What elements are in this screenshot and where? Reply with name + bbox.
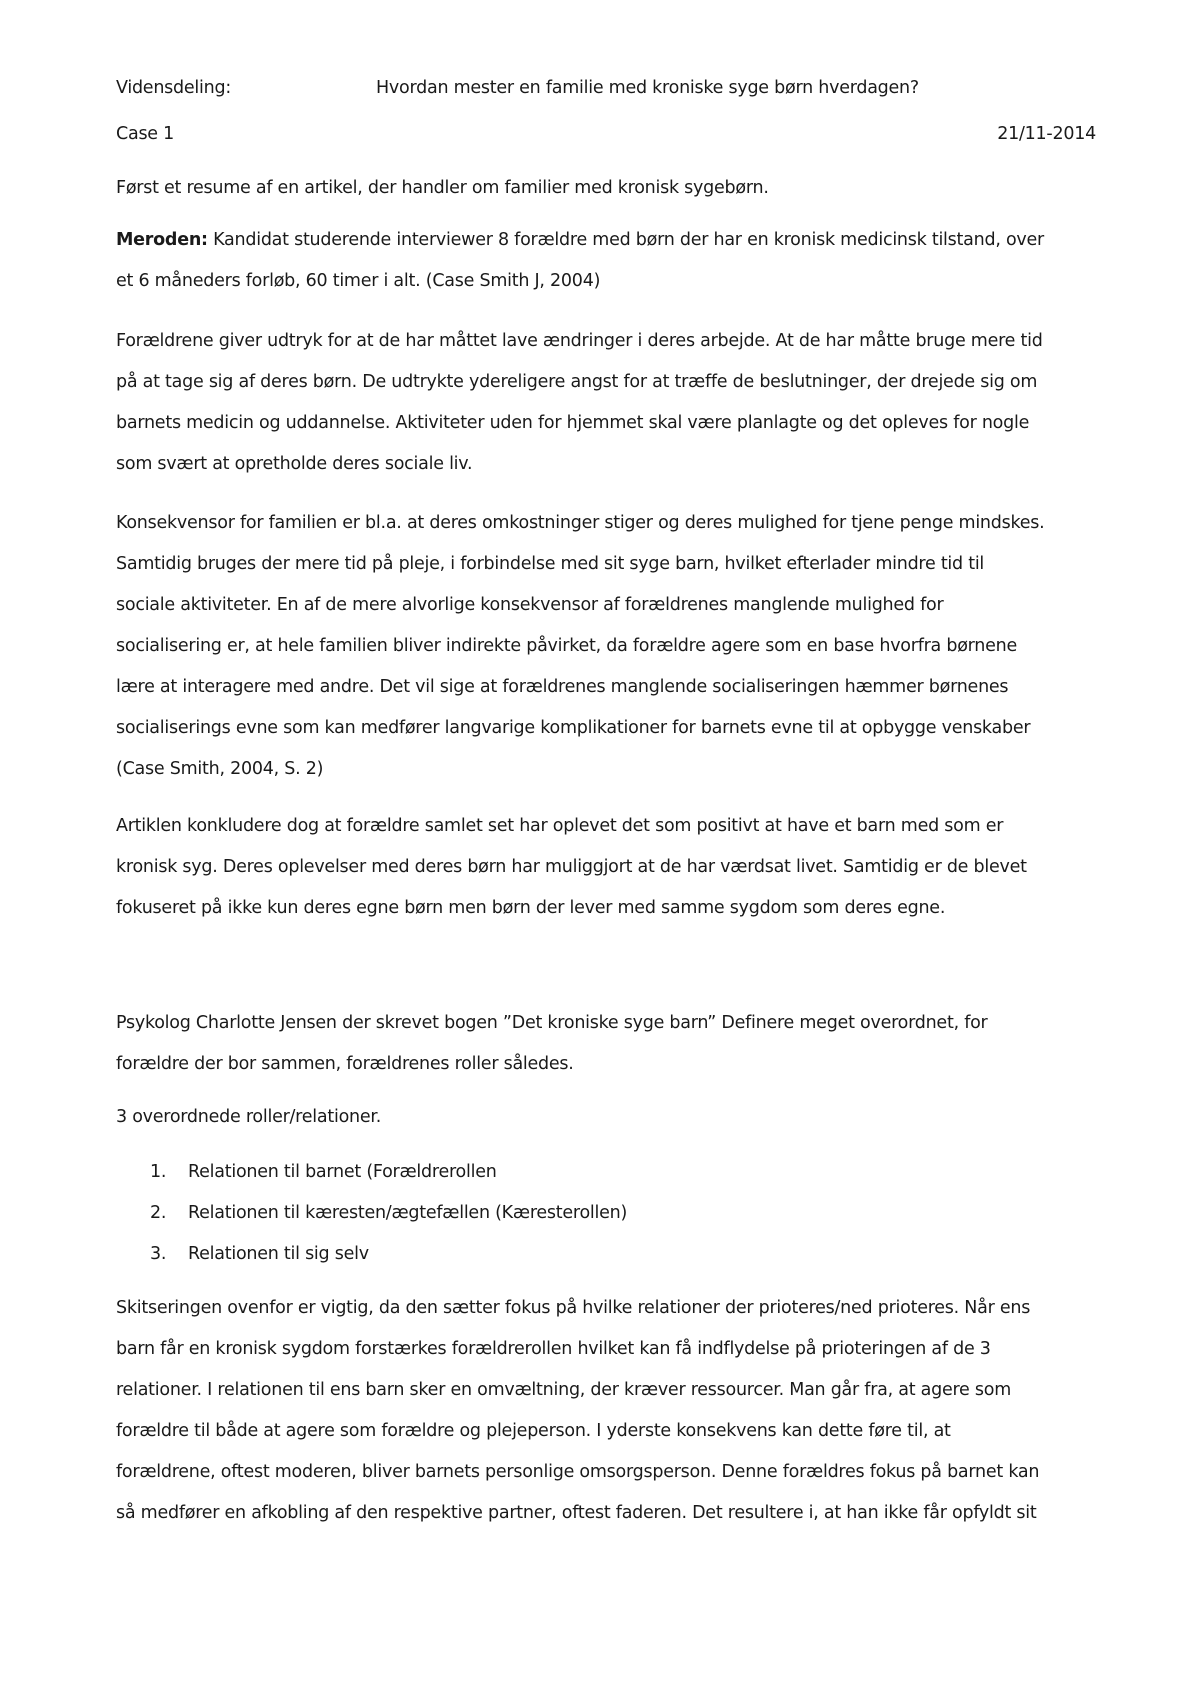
method-text: Kandidat studerende interviewer 8 forældre med børn der har en kronisk medicinsk tilstand, over — [207, 230, 1044, 250]
list-number: 3. — [150, 1244, 167, 1264]
paragraph-line: 3 overordnede roller/relationer. — [116, 1107, 382, 1127]
document-title: Hvordan mester en familie med kroniske syge børn hverdagen? — [376, 78, 919, 98]
intro-paragraph — [116, 168, 1096, 209]
roles-heading — [116, 1097, 1096, 1138]
list-item — [150, 1193, 627, 1234]
paragraph-line: (Case Smith, 2004, S. 2) — [116, 759, 324, 779]
method-paragraph — [116, 220, 1096, 302]
paragraph-line: Psykolog Charlotte Jensen der skrevet bogen ”Det kroniske syge barn” Definere meget overordnet, for — [116, 1013, 988, 1033]
paragraph-line: forældre der bor sammen, forældrenes roller således. — [116, 1054, 574, 1074]
paragraph-line: Konsekvensor for familien er bl.a. at deres omkostninger stiger og deres mulighed for tjene penge mindskes. — [116, 513, 1045, 533]
method-label: Meroden: — [116, 230, 208, 250]
list-text: Relationen til kæresten/ægtefællen (Kæresterollen) — [188, 1203, 628, 1223]
paragraph-line: et 6 måneders forløb, 60 timer i alt. (Case Smith J, 2004) — [116, 271, 601, 291]
paragraph-line: som svært at opretholde deres sociale liv. — [116, 454, 473, 474]
paragraph-conclusion — [116, 806, 1096, 929]
list-text: Relationen til sig selv — [188, 1244, 369, 1264]
list-number: 2. — [150, 1203, 167, 1223]
paragraph-line: forældrene, oftest moderen, bliver barnets personlige omsorgsperson. Denne forældres fokus på barnet kan — [116, 1462, 1040, 1482]
paragraph-line: Samtidig bruges der mere tid på pleje, i forbindelse med sit syge barn, hvilket efterlader mindre tid til — [116, 554, 985, 574]
paragraph-line: forældre til både at agere som forældre og plejeperson. I yderste konsekvens kan dette føre til, at — [116, 1421, 951, 1441]
paragraph-findings — [116, 321, 1096, 485]
paragraph-line: fokuseret på ikke kun deres egne børn men børn der lever med samme sygdom som deres egne. — [116, 898, 946, 918]
paragraph-line: sociale aktiviteter. En af de mere alvorlige konsekvensor af forældrenes manglende mulighed for — [116, 595, 944, 615]
header-label: Vidensdeling: — [116, 78, 231, 98]
paragraph-line: lære at interagere med andre. Det vil sige at forældrenes manglende socialiseringen hæmmer børnenes — [116, 677, 1009, 697]
paragraph-line: på at tage sig af deres børn. De udtrykte ydereligere angst for at træffe de beslutninger, der drejede sig om — [116, 372, 1038, 392]
list-item — [150, 1234, 627, 1275]
paragraph-line: Først et resume af en artikel, der handler om familier med kronisk sygebørn. — [116, 178, 769, 198]
list-item — [150, 1152, 627, 1193]
paragraph-line — [116, 220, 1096, 261]
document-date: 21/11-2014 — [997, 124, 1096, 144]
paragraph-line: så medfører en afkobling af den respektive partner, oftest faderen. Det resultere i, at han ikke får opfyldt sit — [116, 1503, 1037, 1523]
paragraph-line: socialiserings evne som kan medfører langvarige komplikationer for barnets evne til at opbygge venskaber — [116, 718, 1031, 738]
paragraph-psychologist — [116, 1003, 1096, 1085]
paragraph-line: relationer. I relationen til ens barn sker en omvæltning, der kræver ressourcer. Man går fra, at agere som — [116, 1380, 1012, 1400]
paragraph-line: kronisk syg. Deres oplevelser med deres børn har muliggjort at de har værdsat livet. Samtidig er de blevet — [116, 857, 1027, 877]
paragraph-line: barnets medicin og uddannelse. Aktiviteter uden for hjemmet skal være planlagte og det opleves for nogle — [116, 413, 1030, 433]
list-number: 1. — [150, 1162, 167, 1182]
paragraph-line: socialisering er, at hele familien bliver indirekte påvirket, da forældre agere som en base hvorfra børnene — [116, 636, 1018, 656]
paragraph-sketch — [116, 1288, 1096, 1534]
paragraph-line: Skitseringen ovenfor er vigtig, da den sætter fokus på hvilke relationer der prioteres/ned prioteres. Når ens — [116, 1298, 1031, 1318]
case-label: Case 1 — [116, 124, 175, 144]
roles-list — [150, 1152, 627, 1275]
paragraph-line: Forældrene giver udtryk for at de har måttet lave ændringer i deres arbejde. At de har måtte bruge mere tid — [116, 331, 1043, 351]
paragraph-line: Artiklen konkludere dog at forældre samlet set har oplevet det som positivt at have et barn med som er — [116, 816, 1004, 836]
paragraph-line: barn får en kronisk sygdom forstærkes forældrerollen hvilket kan få indflydelse på prioteringen af de 3 — [116, 1339, 991, 1359]
list-text: Relationen til barnet (Forældrerollen — [188, 1162, 497, 1182]
paragraph-consequences — [116, 503, 1096, 790]
